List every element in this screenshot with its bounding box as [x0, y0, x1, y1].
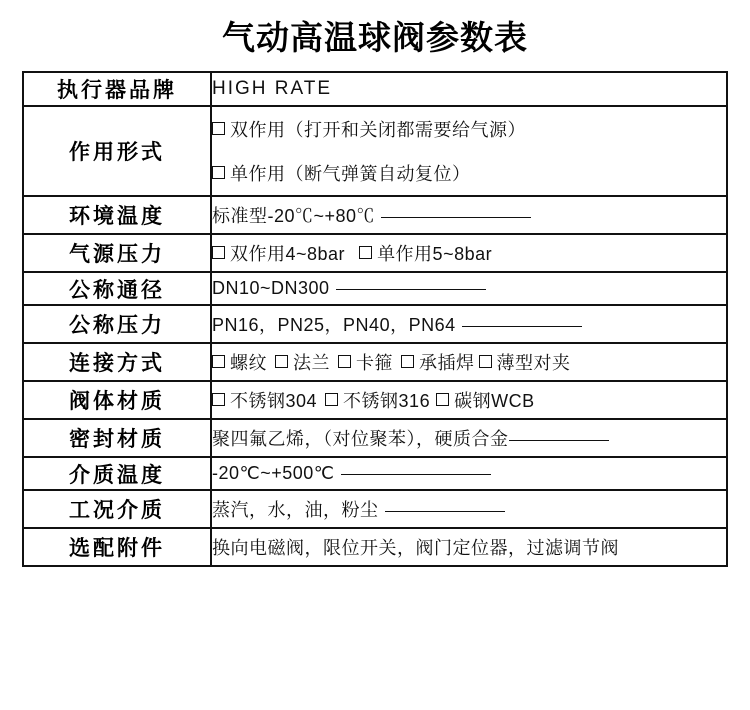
- row-label-nominal-pressure: 公称压力: [23, 305, 211, 343]
- value-text: 蒸汽，水，油，粉尘: [212, 500, 379, 520]
- spec-table: [22, 71, 728, 567]
- row-value-working-medium: [211, 490, 727, 528]
- checkbox-icon[interactable]: [325, 393, 338, 406]
- value-line: [212, 344, 726, 380]
- row-label-seal-material: 密封材质: [23, 419, 211, 457]
- row-value-actuator-brand: [211, 72, 727, 106]
- option-label: 不锈钢316: [343, 391, 431, 411]
- option-label: 单作用（断气弹簧自动复位）: [230, 164, 471, 184]
- value-text: HIGH RATE: [212, 78, 333, 99]
- table-row: [23, 490, 727, 528]
- row-label-nominal-diameter: 公称通径: [23, 272, 211, 305]
- value-text: 换向电磁阀，限位开关，阀门定位器，过滤调节阀: [212, 538, 619, 558]
- value-line: [212, 420, 726, 456]
- option-label: 不锈钢304: [230, 391, 318, 411]
- blank-underline[interactable]: [462, 326, 582, 327]
- row-label-body-material: 阀体材质: [23, 381, 211, 419]
- value-text: 标准型-20℃~+80℃: [212, 206, 376, 226]
- row-label-working-medium: 工况介质: [23, 490, 211, 528]
- row-label-optional-accessories: 选配附件: [23, 528, 211, 566]
- page-title: 气动高温球阀参数表: [222, 19, 528, 56]
- option-label: 双作用（打开和关闭都需要给气源）: [230, 120, 526, 140]
- option-label-single: 单作用5~8bar: [377, 244, 493, 264]
- table-row: [23, 272, 727, 305]
- row-value-connection-type: [211, 343, 727, 381]
- value-text: PN16，PN25，PN40，PN64: [212, 315, 456, 335]
- checkbox-icon[interactable]: [436, 393, 449, 406]
- row-label-air-supply-pressure: 气源压力: [23, 234, 211, 272]
- table-row: [23, 72, 727, 106]
- table-row: [23, 343, 727, 381]
- blank-underline[interactable]: [341, 474, 491, 475]
- row-label-actuator-brand: 执行器品牌: [23, 72, 211, 106]
- blank-underline[interactable]: [509, 440, 609, 441]
- checkbox-icon[interactable]: [212, 355, 225, 368]
- row-label-connection-type: 连接方式: [23, 343, 211, 381]
- checkbox-icon[interactable]: [212, 246, 225, 259]
- table-row: [23, 234, 727, 272]
- row-label-action-type: 作用形式: [23, 106, 211, 196]
- checkbox-icon[interactable]: [212, 166, 225, 179]
- blank-underline[interactable]: [381, 217, 531, 218]
- checkbox-icon[interactable]: [359, 246, 372, 259]
- blank-underline[interactable]: [336, 289, 486, 290]
- table-row: [23, 419, 727, 457]
- value-text: DN10~DN300: [212, 278, 330, 298]
- table-row: [23, 528, 727, 566]
- table-row: [23, 305, 727, 343]
- value-line: [212, 197, 726, 233]
- checkbox-icon[interactable]: [275, 355, 288, 368]
- row-value-optional-accessories: [211, 528, 727, 566]
- row-value-action-type: [211, 106, 727, 196]
- value-text: -20℃~+500℃: [212, 463, 335, 483]
- checkbox-icon[interactable]: [401, 355, 414, 368]
- blank-underline[interactable]: [385, 511, 505, 512]
- checkbox-icon[interactable]: [212, 393, 225, 406]
- row-value-nominal-diameter: [211, 272, 727, 305]
- value-line: [212, 491, 726, 527]
- value-line: [212, 382, 726, 418]
- table-row: [23, 381, 727, 419]
- option-label: 薄型对夹: [496, 353, 571, 373]
- table-row: [23, 106, 727, 196]
- option-label: 卡箍: [356, 353, 393, 373]
- checkbox-icon[interactable]: [338, 355, 351, 368]
- value-text: 聚四氟乙烯，（对位聚苯），硬质合金: [212, 429, 509, 449]
- row-label-medium-temperature: 介质温度: [23, 457, 211, 490]
- checkbox-icon[interactable]: [212, 122, 225, 135]
- row-value-body-material: [211, 381, 727, 419]
- checkbox-icon[interactable]: [479, 355, 492, 368]
- value-line: [212, 235, 726, 271]
- table-row: [23, 457, 727, 490]
- table-row: [23, 196, 727, 234]
- row-value-medium-temperature: [211, 457, 727, 490]
- value-line: [212, 306, 726, 342]
- row-value-air-supply-pressure: [211, 234, 727, 272]
- option-label: 螺纹: [230, 353, 267, 373]
- option-double-acting[interactable]: [212, 107, 726, 151]
- option-label: 碳钢WCB: [454, 391, 535, 411]
- value-line: [212, 458, 726, 489]
- option-label-double: 双作用4~8bar: [230, 244, 346, 264]
- row-value-ambient-temperature: [211, 196, 727, 234]
- row-label-ambient-temperature: 环境温度: [23, 196, 211, 234]
- option-label: 承插焊: [419, 353, 475, 373]
- option-single-acting[interactable]: [212, 151, 726, 195]
- value-line: [212, 273, 726, 304]
- option-label: 法兰: [293, 353, 330, 373]
- row-value-seal-material: [211, 419, 727, 457]
- row-value-nominal-pressure: [211, 305, 727, 343]
